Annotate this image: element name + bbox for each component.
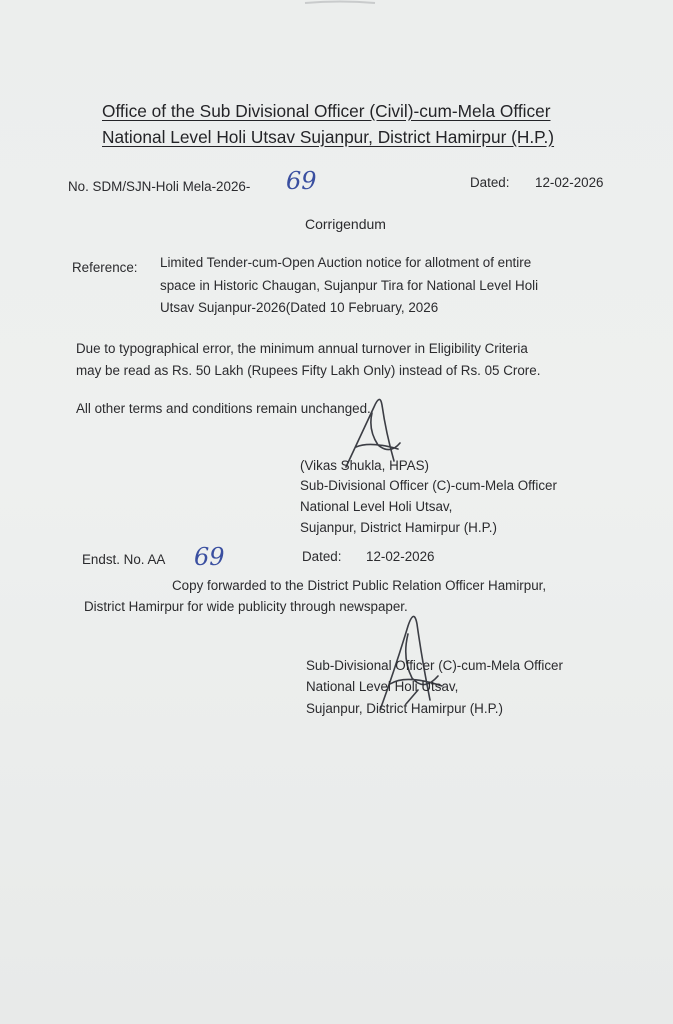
reference-number: No. SDM/SJN-Holi Mela-2026- bbox=[68, 179, 251, 194]
reference-line: Utsav Sujanpur-2026(Dated 10 February, 2026 bbox=[160, 300, 439, 315]
body-paragraph-line: Due to typographical error, the minimum annual turnover in Eligibility Criteria bbox=[76, 341, 528, 356]
dated-value: 12-02-2026 bbox=[535, 175, 604, 190]
signatory-line: Sujanpur, District Hamirpur (H.P.) bbox=[300, 520, 497, 535]
dated-label: Dated: bbox=[470, 175, 510, 190]
signatory2-designation: Sub-Divisional Officer (C)-cum-Mela Officer bbox=[306, 658, 563, 673]
reference-line: Limited Tender-cum-Open Auction notice for allotment of entire bbox=[160, 255, 532, 270]
document-title: Corrigendum bbox=[305, 216, 386, 232]
office-heading-line1: Office of the Sub Divisional Officer (Civil)-cum-Mela Officer bbox=[102, 101, 551, 121]
faint-stamp-mark bbox=[300, 0, 380, 6]
endorsement-line: District Hamirpur for wide publicity through newspaper. bbox=[84, 599, 408, 614]
signatory-line: National Level Holi Utsav, bbox=[300, 499, 453, 514]
reference-line: space in Historic Chaugan, Sujanpur Tira for National Level Holi bbox=[160, 278, 539, 293]
handwritten-number: 69 bbox=[286, 167, 317, 195]
office-heading-line2: National Level Holi Utsav Sujanpur, District Hamirpur (H.P.) bbox=[102, 127, 555, 147]
endorsement-line: Copy forwarded to the District Public Relation Officer Hamirpur, bbox=[172, 578, 547, 593]
reference-label: Reference: bbox=[72, 260, 138, 275]
handwritten-endorsement-number: 69 bbox=[194, 543, 225, 571]
signatory2-line: National Level Holi Utsav, bbox=[306, 679, 459, 694]
endorsement-dated-label: Dated: bbox=[302, 549, 342, 564]
body-paragraph-line: may be read as Rs. 50 Lakh (Rupees Fifty Lakh Only) instead of Rs. 05 Crore. bbox=[76, 363, 541, 378]
endorsement-label: Endst. No. AA bbox=[82, 552, 166, 567]
endorsement-dated-value: 12-02-2026 bbox=[366, 549, 435, 564]
signatory-designation: Sub-Divisional Officer (C)-cum-Mela Officer bbox=[300, 478, 557, 493]
signatory2-line: Sujanpur, District Hamirpur (H.P.) bbox=[306, 701, 503, 716]
body-paragraph-terms: All other terms and conditions remain unchanged. bbox=[76, 401, 371, 416]
signatory-name: (Vikas Shukla, HPAS) bbox=[300, 458, 429, 473]
